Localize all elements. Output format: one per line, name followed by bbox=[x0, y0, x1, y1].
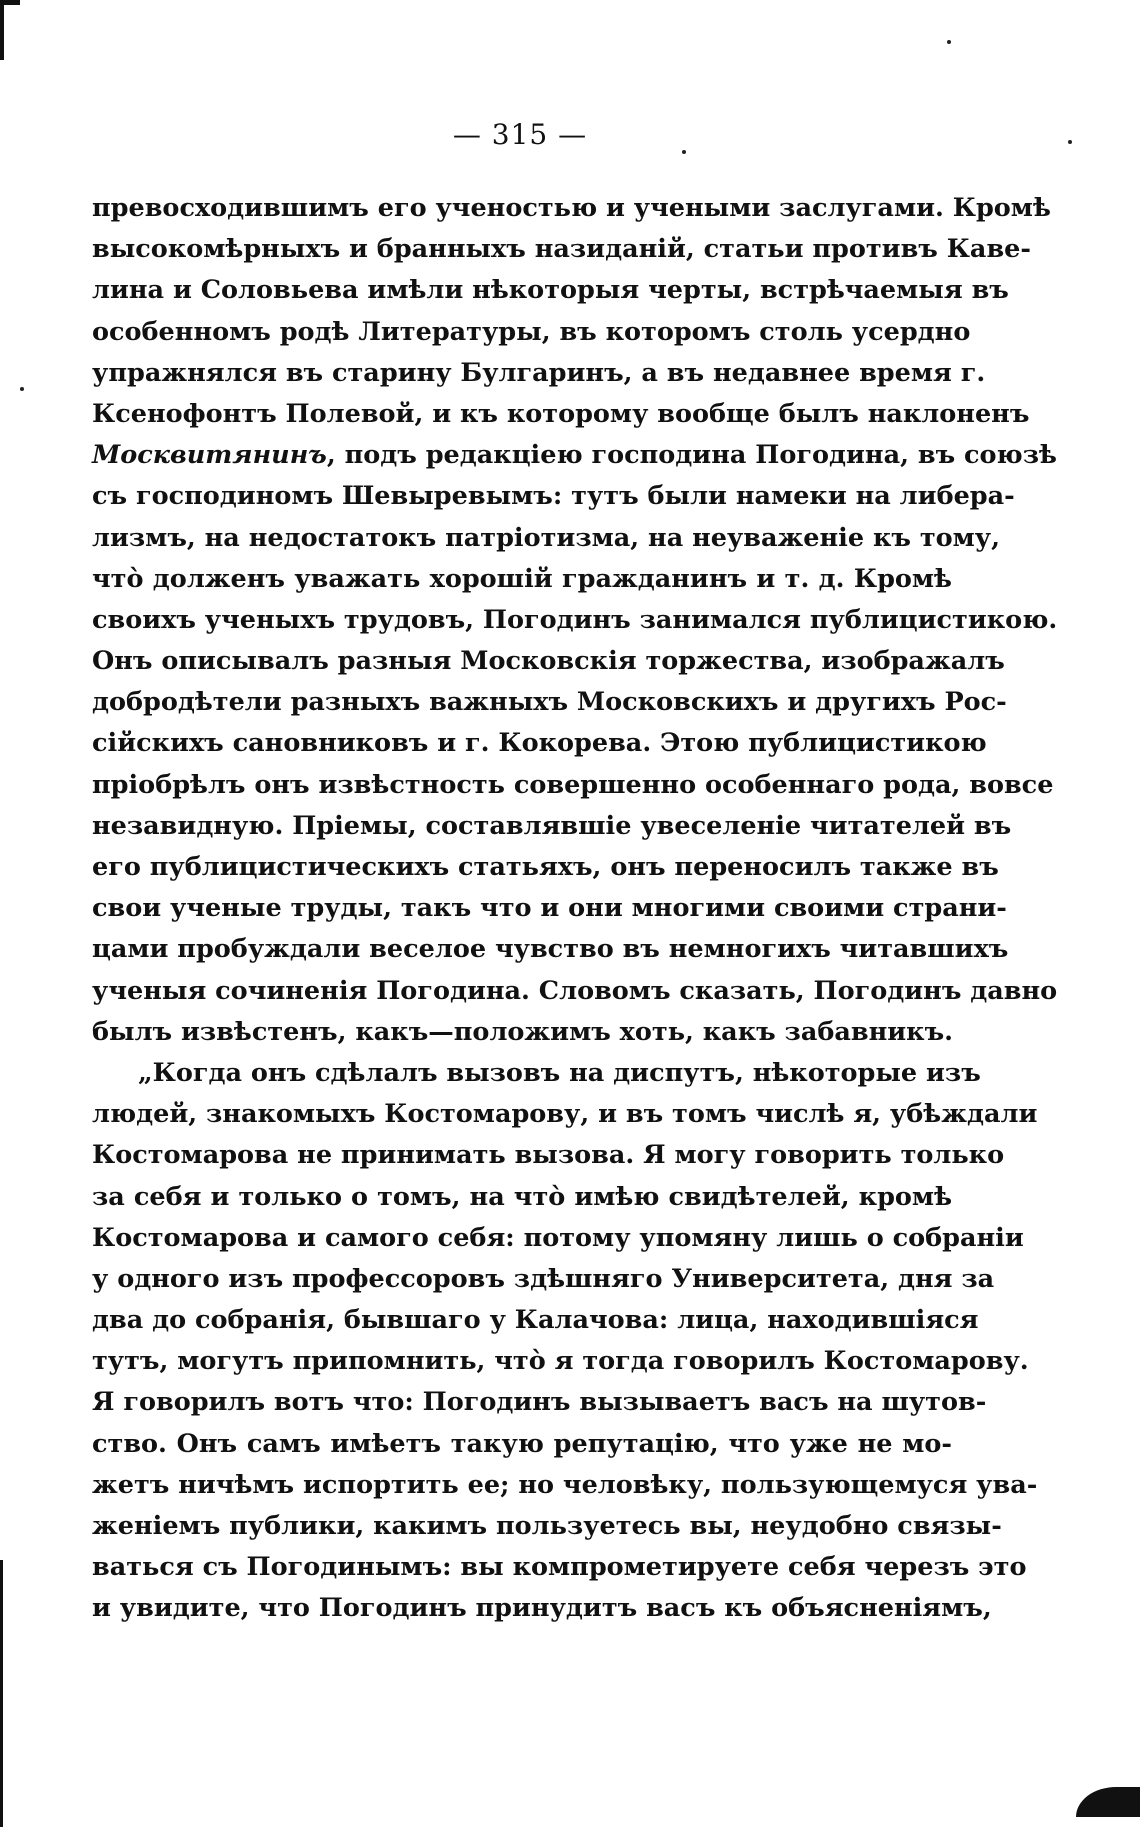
text-line: и увидите, что Погодинъ принудитъ васъ къ объясненіямъ, bbox=[92, 1593, 992, 1624]
text-line: Онъ описывалъ разныя Московскія торжества, изображалъ bbox=[92, 646, 1005, 677]
text-line: людей, знакомыхъ Костомарову, и въ томъ числѣ я, убѣждали bbox=[92, 1099, 1038, 1130]
page-number: — 315 — bbox=[452, 118, 588, 151]
text-line: ваться съ Погодинымъ: вы компрометируете себя черезъ это bbox=[92, 1552, 1027, 1583]
scan-blot-mark bbox=[1076, 1787, 1140, 1817]
text-line: своихъ ученыхъ трудовъ, Погодинъ занимался публицистикою. bbox=[92, 604, 1058, 635]
text-line: съ господиномъ Шевыревымъ: тутъ были намеки на либера- bbox=[92, 481, 1015, 512]
text-line: сійскихъ сановниковъ и г. Кокорева. Этою публицистикою bbox=[92, 728, 987, 759]
text-line: свои ученые труды, такъ что и они многими своими страни- bbox=[92, 893, 1007, 924]
text-line: Костомарова не принимать вызова. Я могу говорить только bbox=[92, 1140, 1005, 1171]
text-line: ученыя сочиненія Погодина. Словомъ сказать, Погодинъ давно bbox=[92, 975, 1058, 1006]
text-line: тутъ, могутъ припомнить, что̀ я тогда говорилъ Костомарову. bbox=[92, 1346, 1029, 1377]
text-line: два до собранія, бывшаго у Калачова: лица, находившіяся bbox=[92, 1305, 979, 1336]
body-text bbox=[92, 188, 1058, 1630]
paragraph-end-line: былъ извѣстенъ, какъ—положимъ хоть, какъ забавникъ. bbox=[92, 1016, 954, 1047]
scan-edge-mark bbox=[0, 0, 4, 60]
text-line: за себя и только о томъ, на что̀ имѣю свидѣтелей, кромѣ bbox=[92, 1181, 952, 1212]
text-line: превосходившимъ его ученостью и учеными заслугами. Кромѣ bbox=[92, 193, 1051, 223]
text-line: упражнялся въ старину Булгаринъ, а въ недавнее время г. bbox=[92, 357, 986, 388]
text-line: лизмъ, на недостатокъ патріотизма, на неуваженіе къ тому, bbox=[92, 522, 1000, 553]
scan-speck bbox=[1068, 140, 1072, 144]
italic-title: Москвитянинъ bbox=[92, 440, 327, 471]
text-line: добродѣтели разныхъ важныхъ Московскихъ и другихъ Рос- bbox=[92, 687, 1007, 718]
text-line: незавидную. Пріемы, составлявшіе увеселеніе читателей въ bbox=[92, 810, 1012, 841]
text-line: его публицистическихъ статьяхъ, онъ переносилъ также въ bbox=[92, 852, 999, 882]
text-line-rest: , подъ редакціею господина Погодина, въ союзѣ bbox=[326, 440, 1057, 471]
paragraph-start-line: „Когда онъ сдѣлалъ вызовъ на диспутъ, нѣкоторые изъ bbox=[138, 1057, 981, 1088]
text-line: особенномъ родѣ Литературы, въ которомъ столь усердно bbox=[92, 316, 971, 347]
scan-speck bbox=[947, 40, 951, 44]
text-line: лина и Соловьева имѣли нѣкоторыя черты, встрѣчаемыя въ bbox=[92, 275, 1009, 306]
text-line: высокомѣрныхъ и бранныхъ назиданій, статьи противъ Кавe- bbox=[92, 234, 1031, 265]
text-line: Я говорилъ вотъ что: Погодинъ вызываетъ васъ на шутов- bbox=[92, 1387, 987, 1418]
text-line: у одного изъ профессоровъ здѣшняго Университета, дня за bbox=[92, 1263, 995, 1294]
text-line: Ксенофонтъ Полевой, и къ которому вообще былъ наклоненъ bbox=[92, 398, 1030, 429]
scan-binding-edge bbox=[0, 1560, 3, 1827]
text-line bbox=[92, 435, 1057, 476]
text-line: женіемъ публики, какимъ пользуетесь вы, неудобно связы- bbox=[92, 1511, 1002, 1541]
text-line: Костомарова и самого себя: потому упомяну лишь о собраніи bbox=[92, 1222, 1024, 1253]
text-line: что̀ долженъ уважать хорошій гражданинъ и т. д. Кромѣ bbox=[92, 563, 952, 594]
text-line: жетъ ничѣмъ испортить ее; но человѣку, пользующемуся ува- bbox=[92, 1469, 1038, 1500]
text-line: ство. Онъ самъ имѣетъ такую репутацію, что уже не мо- bbox=[92, 1428, 952, 1459]
text-line: пріобрѣлъ онъ извѣстность совершенно особеннаго рода, вовсе bbox=[92, 769, 1054, 800]
scan-speck bbox=[20, 387, 24, 391]
text-line: цами пробуждали веселое чувство въ немногихъ читавшихъ bbox=[92, 934, 1009, 965]
